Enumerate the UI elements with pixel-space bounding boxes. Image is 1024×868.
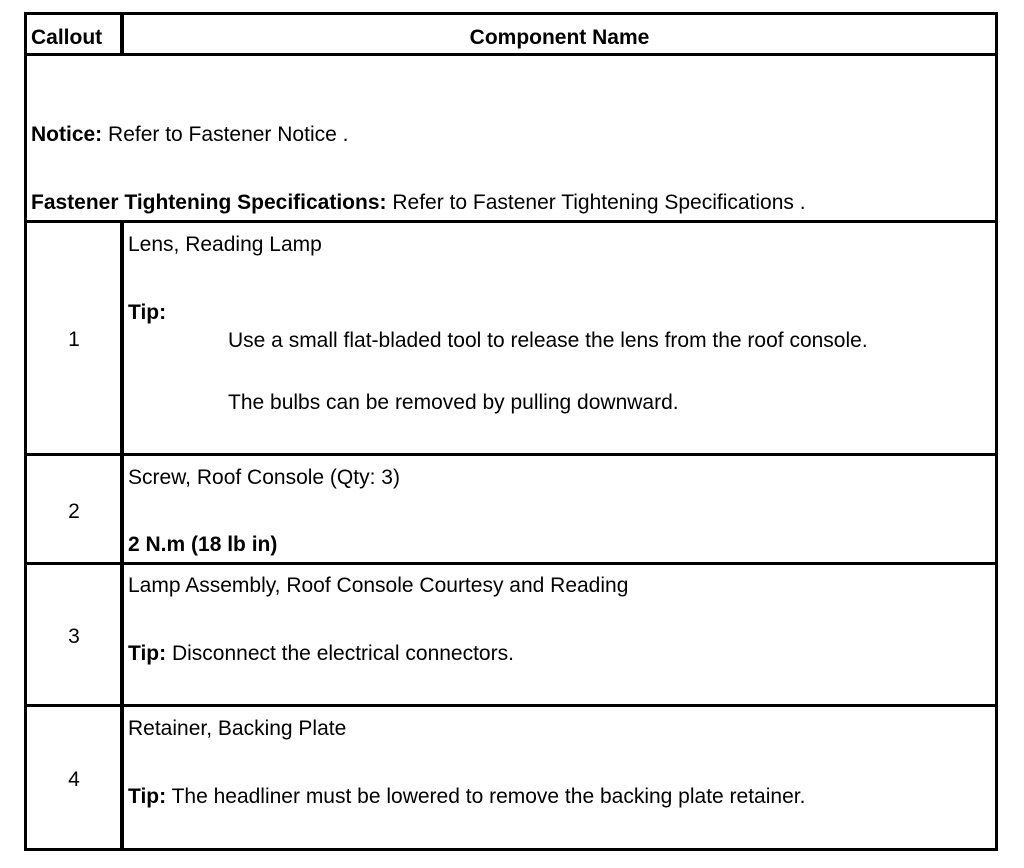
tip-label-4: Tip: (128, 785, 167, 808)
fastener-spec-label: Fastener Tightening Specifications: (31, 191, 387, 214)
tip-text-4: The headliner must be lowered to remove the backing plate retainer. (166, 785, 806, 808)
component-name-1: Lens, Reading Lamp (128, 233, 322, 256)
callout-1: 1 (68, 328, 80, 351)
callout-column-divider (120, 220, 124, 848)
component-name-column-header: Component Name (469, 26, 650, 49)
header-row-divider (27, 53, 995, 56)
notes-row-divider (27, 220, 995, 223)
tip-text-1b: The bulbs can be removed by pulling downward. (228, 391, 679, 414)
notice-label: Notice: (31, 123, 103, 146)
tip-label-1: Tip: (128, 301, 167, 324)
component-name-4: Retainer, Backing Plate (128, 717, 347, 740)
components-table (24, 12, 998, 851)
callout-4: 4 (68, 768, 80, 791)
callout-2: 2 (68, 500, 80, 523)
component-name-3: Lamp Assembly, Roof Console Courtesy and Reading (128, 574, 629, 597)
fastener-spec-line (31, 191, 806, 215)
row-1-divider (27, 453, 995, 456)
component-name-2: Screw, Roof Console (Qty: 3) (128, 466, 400, 489)
notice-text: Refer to Fastener Notice . (102, 123, 349, 146)
row-2-divider (27, 562, 995, 565)
tip-line-4 (128, 785, 805, 809)
callout-column-header: Callout (31, 26, 103, 49)
row-3-divider (27, 704, 995, 707)
tip-text-1a: Use a small flat-bladed tool to release the lens from the roof console. (228, 329, 868, 352)
tip-label-3: Tip: (128, 642, 167, 665)
fastener-spec-text: Refer to Fastener Tightening Specifications . (386, 191, 806, 214)
callout-3: 3 (68, 625, 80, 648)
tip-line-3 (128, 642, 514, 666)
torque-spec-2: 2 N.m (18 lb in) (128, 533, 278, 556)
notice-line (31, 123, 348, 147)
tip-text-3: Disconnect the electrical connectors. (166, 642, 514, 665)
